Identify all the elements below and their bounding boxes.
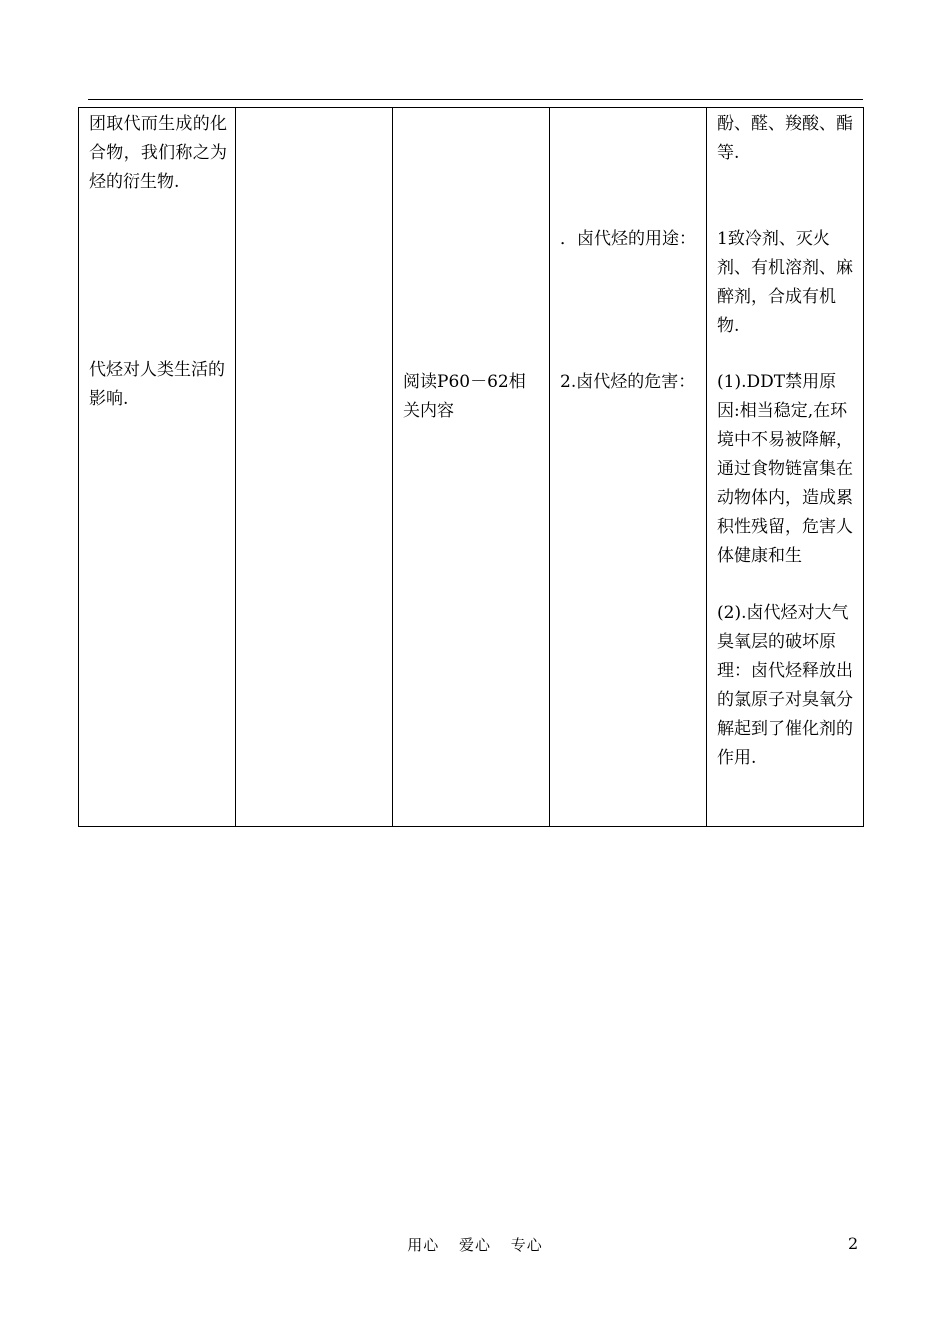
content-table [78,107,864,827]
table-row [79,108,864,827]
col1-impact-text: 代烃对人类生活的影响. [89,360,225,409]
col4-uses-heading: ．卤代烃的用途： [560,229,696,249]
col3-reading-text: 阅读P60－62相关内容 [403,372,526,421]
footer-motto: 用心 爱心 专心 [407,1236,543,1254]
col5-derivatives-text: 酚、醛、羧酸、酯等. [717,114,853,163]
header-rule [88,99,863,100]
table-cell-col2 [236,108,393,827]
table-cell-col5 [707,108,864,827]
table-cell-col1 [79,108,236,827]
page-number: 2 [848,1234,859,1253]
table-cell-col3 [393,108,550,827]
col5-ozone-text: (2).卤代烃对大气臭氧层的破坏原理：卤代烃释放出的氯原子对臭氧分解起到了催化剂的作用. [717,603,853,768]
col1-definition-text: 团取代而生成的化合物，我们称之为烃的衍生物. [89,114,227,192]
table-cell-col4 [550,108,707,827]
col5-uses-text: 1致冷剂、灭火剂、有机溶剂、麻醉剂，合成有机物. [717,229,853,336]
col4-hazards-heading: 2.卤代烃的危害： [560,372,696,392]
col5-ddt-text: (1).DDT禁用原因:相当稳定,在环境中不易被降解，通过食物链富集在动物体内，造成累积性残留，危害人体健康和生 [717,372,853,566]
